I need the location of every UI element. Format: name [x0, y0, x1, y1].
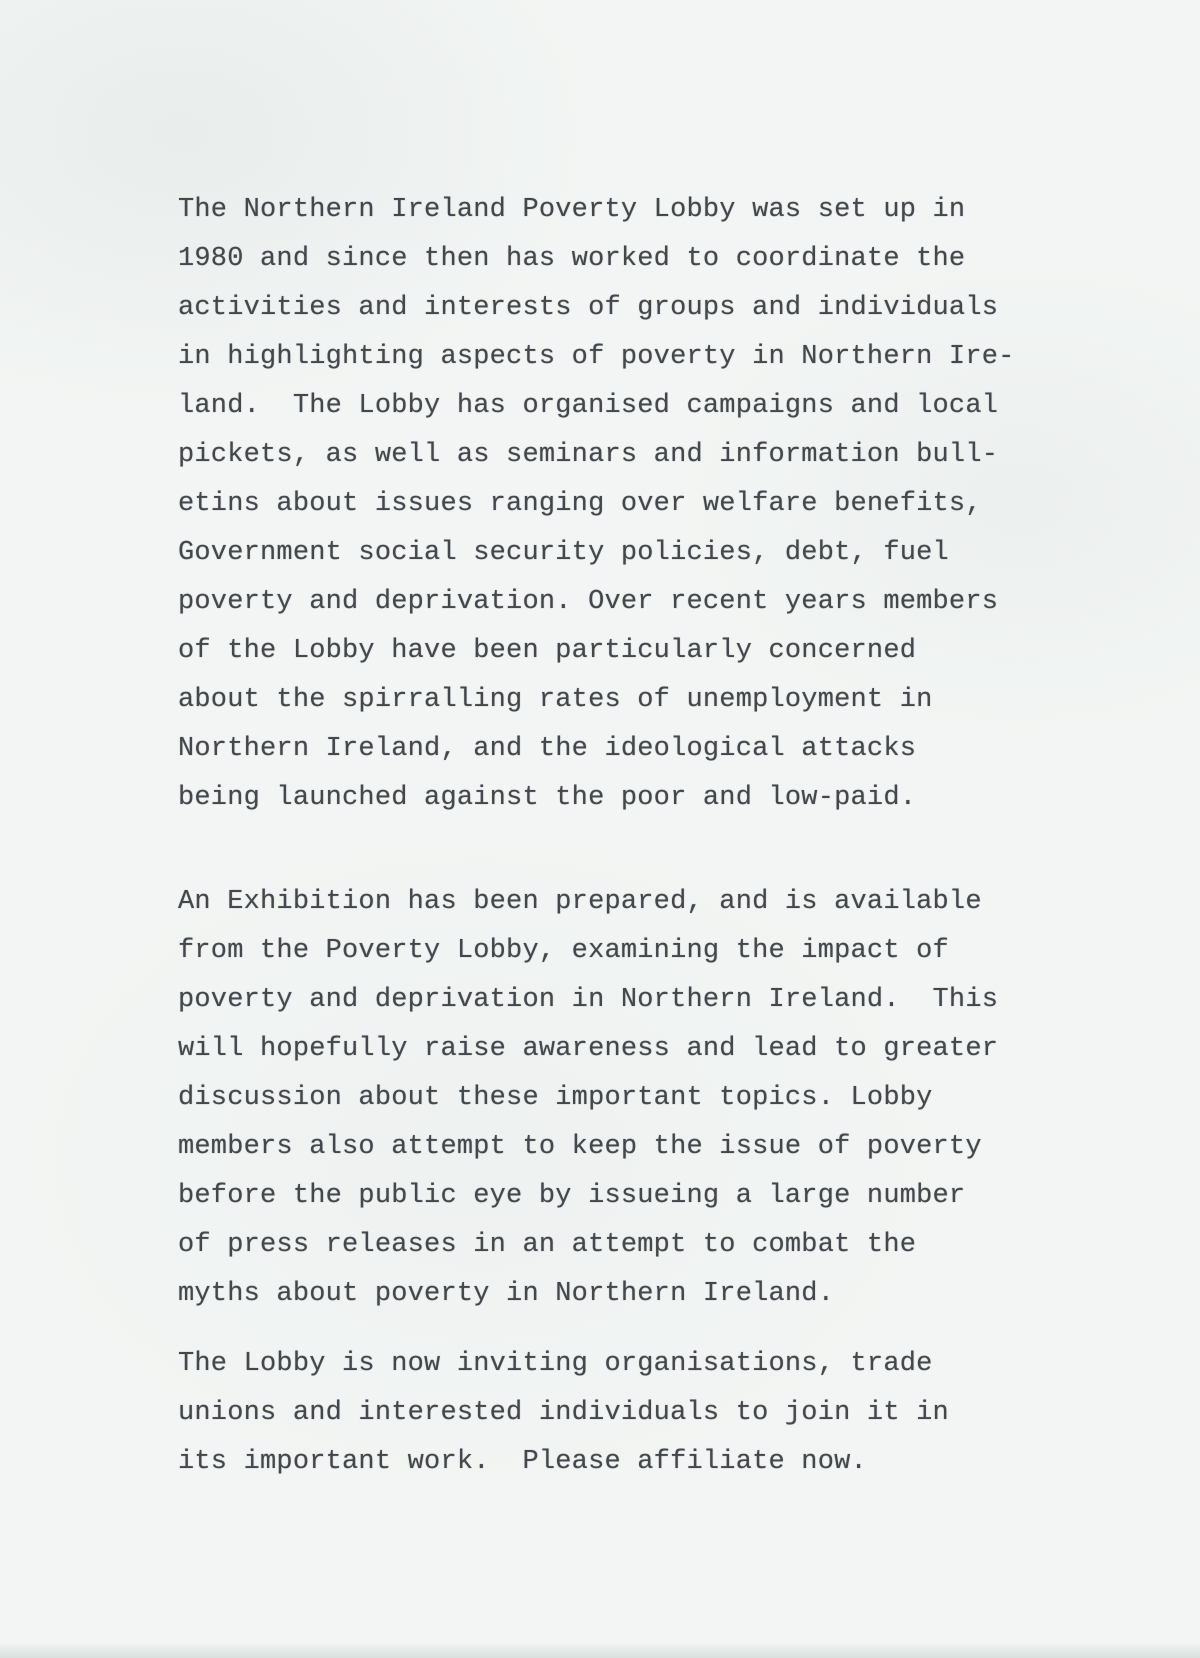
text-line: The Lobby is now inviting organisations, trade [178, 1349, 933, 1379]
text-line: being launched against the poor and low-paid. [178, 783, 917, 813]
text-line: about the spirralling rates of unemployment in [178, 685, 933, 715]
text-line: activities and interests of groups and individuals [178, 293, 999, 323]
text-line: from the Poverty Lobby, examining the impact of [178, 936, 949, 966]
typewritten-text-block [178, 186, 1058, 1487]
text-line: myths about poverty in Northern Ireland. [178, 1279, 835, 1309]
text-line: 1980 and since then has worked to coordinate the [178, 244, 966, 274]
text-line: An Exhibition has been prepared, and is available [178, 887, 982, 917]
text-line: discussion about these important topics. Lobby [178, 1083, 933, 1113]
text-line: of the Lobby have been particularly concerned [178, 636, 917, 666]
paragraph-3 [178, 1340, 1058, 1487]
text-line: land. The Lobby has organised campaigns and local [178, 391, 999, 421]
text-line: unions and interested individuals to join it in [178, 1398, 949, 1428]
text-line: of press releases in an attempt to combat the [178, 1230, 917, 1260]
text-line: before the public eye by issueing a large number [178, 1181, 966, 1211]
text-line: members also attempt to keep the issue of poverty [178, 1132, 982, 1162]
text-line: poverty and deprivation. Over recent years members [178, 587, 999, 617]
text-line: pickets, as well as seminars and information bull- [178, 440, 999, 470]
text-line: Northern Ireland, and the ideological attacks [178, 734, 917, 764]
text-line: its important work. Please affiliate now. [178, 1447, 867, 1477]
paragraph-2 [178, 878, 1058, 1319]
text-line: in highlighting aspects of poverty in Northern Ire- [178, 342, 1015, 372]
text-line: etins about issues ranging over welfare benefits, [178, 489, 982, 519]
text-line: The Northern Ireland Poverty Lobby was set up in [178, 195, 966, 225]
paragraph-1 [178, 186, 1058, 823]
text-line: will hopefully raise awareness and lead to greater [178, 1034, 999, 1064]
text-line: poverty and deprivation in Northern Ireland. This [178, 985, 999, 1015]
text-line: Government social security policies, debt, fuel [178, 538, 949, 568]
